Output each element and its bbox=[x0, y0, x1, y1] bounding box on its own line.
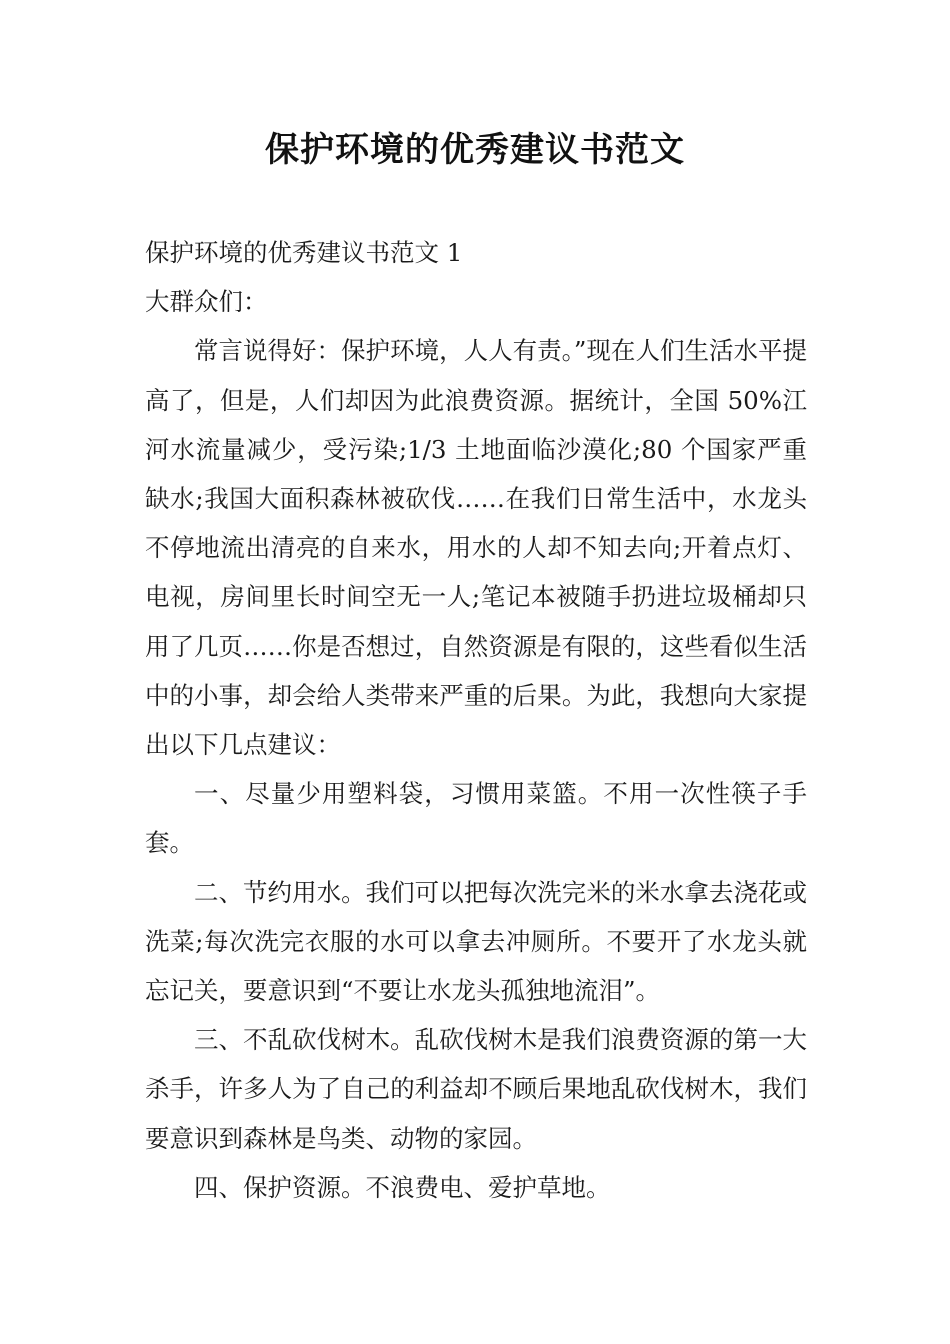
paragraph-suggestion-4: 四、保护资源。不浪费电、爱护草地。 bbox=[194, 1172, 611, 1202]
paragraph-suggestion-2: 二、节约用水。我们可以把每次洗完米的米水拿去浇花或洗菜;每次洗完衣服的水可以拿去冲厕所。不要开了水龙头就忘记关，要意识到“不要让水龙头孤独地流泪”。 bbox=[145, 877, 807, 1006]
document-title: 保护环境的优秀建议书范文 bbox=[265, 130, 685, 170]
document-body bbox=[145, 228, 807, 1212]
document-subtitle: 保护环境的优秀建议书范文 1 bbox=[145, 238, 463, 267]
paragraph-suggestion-3: 三、不乱砍伐树木。乱砍伐树木是我们浪费资源的第一大杀手，许多人为了自己的利益却不顾后果地乱砍伐树木，我们要意识到森林是鸟类、动物的家园。 bbox=[145, 1025, 807, 1153]
paragraph-suggestion-1: 一、尽量少用塑料袋，习惯用菜篮。不用一次性筷子手套。 bbox=[145, 779, 807, 858]
paragraph-intro: 常言说得好：保护环境，人人有责。”现在人们生活水平提高了，但是，人们却因为此浪费资源。据统计，全国 50%江河水流量减少，受污染;1/3 土地面临沙漠化;80 个国家严重缺水;我国大面积森林被砍伐……在我们日常生活中，水龙头不停地流出清亮的自来水，用水的人却不知去向;开着点灯、电视，房间里长时间空无一人;笔记本被随手扔进垃圾桶却只用了几页……你是否想过，自然资源是有限的，这些看似生活中的小事，却会给人类带来严重的后果。为此，我想向大家提出以下几点建议： bbox=[145, 336, 807, 760]
salutation: 大群众们： bbox=[145, 287, 268, 317]
